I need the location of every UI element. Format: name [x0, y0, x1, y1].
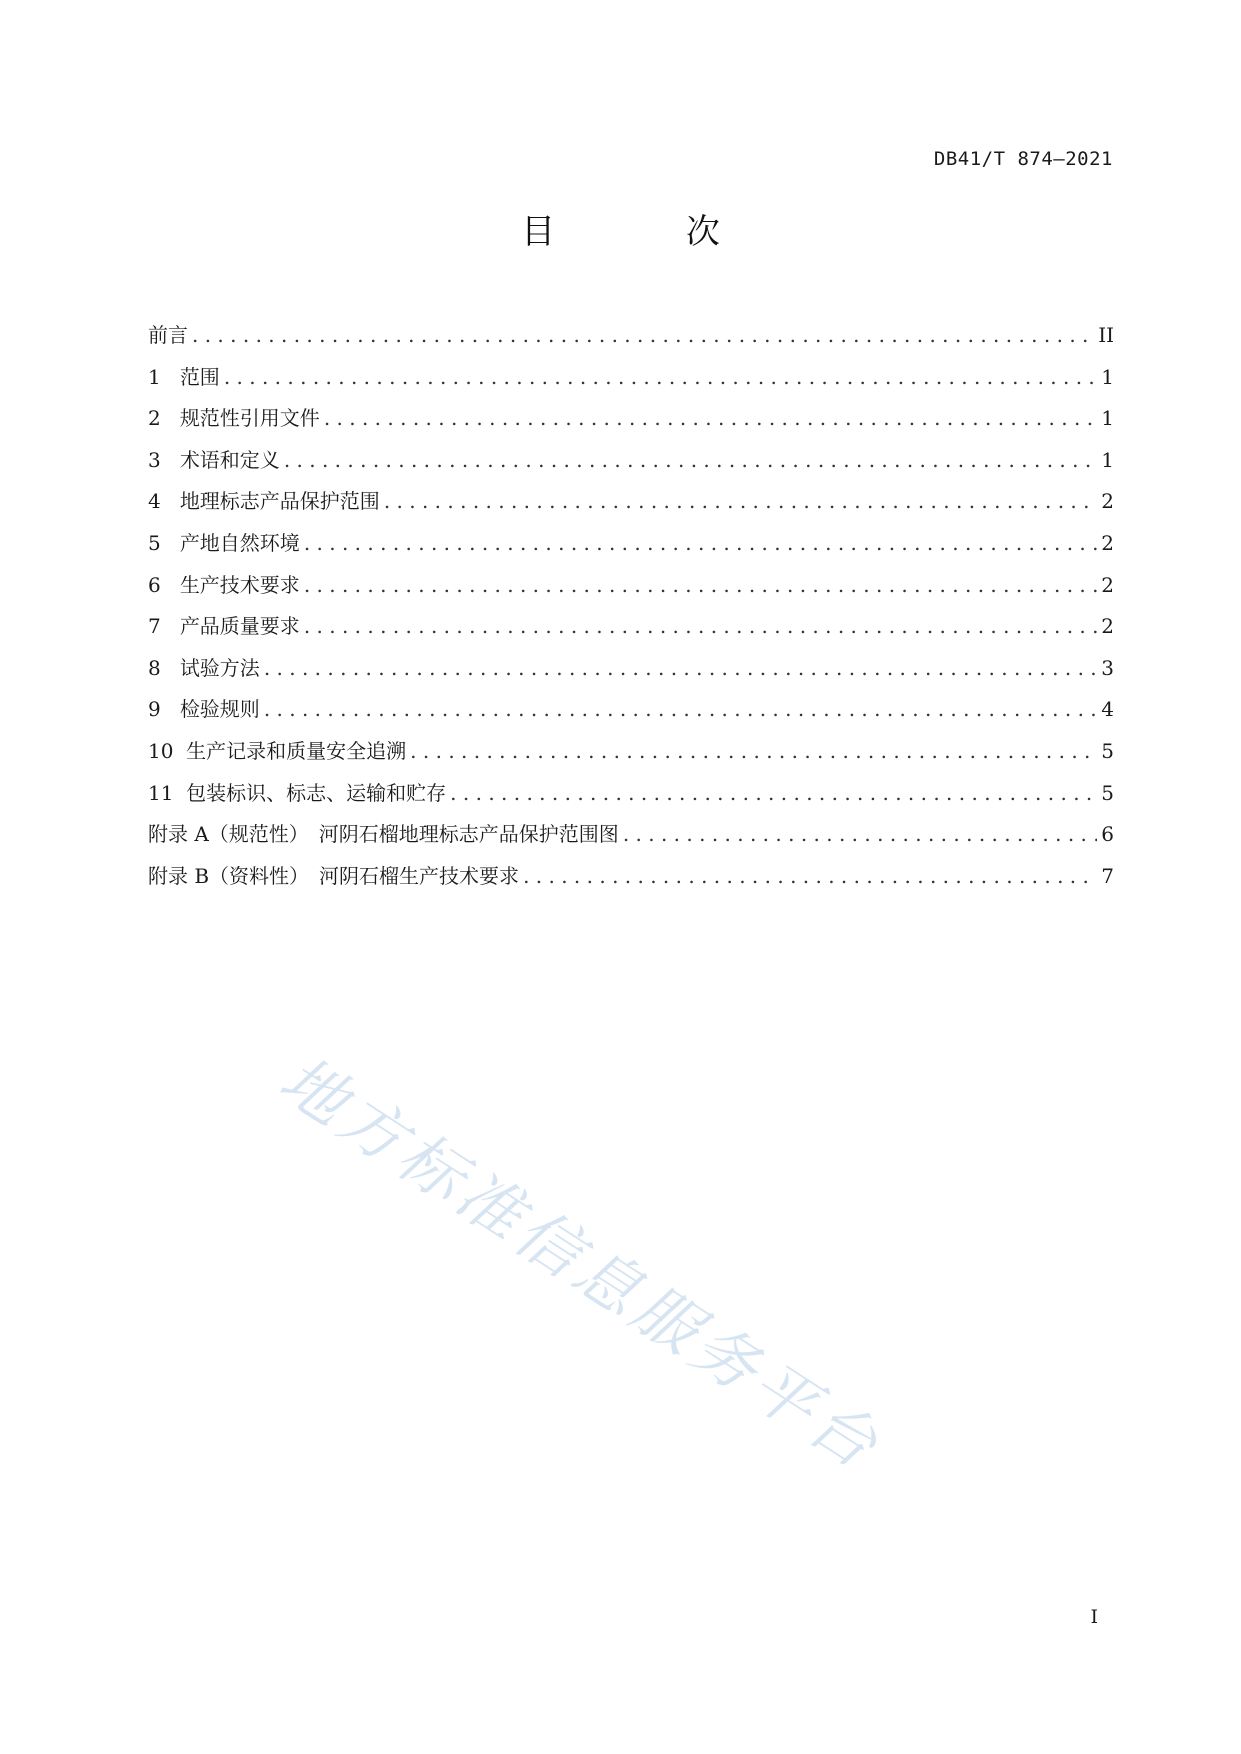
toc-entry-label: 产地自然环境: [179, 530, 300, 555]
toc-entry-page: II: [1098, 323, 1114, 347]
toc-entry-appendix-a[interactable]: [148, 814, 1114, 856]
toc-entry-label: 检验规则: [179, 697, 260, 722]
toc-entry-records-traceability[interactable]: [148, 731, 1114, 773]
toc-entry-label: 产品质量要求: [179, 614, 300, 639]
toc-leader-dots: [264, 689, 1097, 731]
toc-entry-page: 5: [1101, 780, 1114, 805]
toc-entry-test-methods[interactable]: [148, 648, 1114, 690]
toc-entry-page: 2: [1101, 572, 1114, 597]
toc-entry-number: 4: [148, 489, 161, 514]
toc-entry-normative-references[interactable]: [148, 398, 1114, 440]
toc-title: 目 次: [521, 212, 780, 252]
toc-leader-dots: [410, 731, 1097, 773]
toc-leader-dots: [384, 481, 1097, 523]
toc-leader-dots: [450, 773, 1097, 815]
toc-entry-number: 7: [148, 614, 161, 639]
toc-leader-dots: [264, 648, 1097, 690]
toc-entry-inspection-rules[interactable]: [148, 689, 1114, 731]
toc-entry-page: 4: [1101, 697, 1114, 722]
toc-leader-dots: [324, 398, 1097, 440]
toc-entry-natural-environment[interactable]: [148, 523, 1114, 565]
toc-entry-label: 附录 B（资料性） 河阴石榴生产技术要求: [148, 863, 520, 888]
toc-entry-page: 2: [1101, 530, 1114, 555]
toc-entry-label: 地理标志产品保护范围: [179, 489, 380, 514]
toc-entry-label: 附录 A（规范性） 河阴石榴地理标志产品保护范围图: [148, 822, 619, 847]
toc-leader-dots: [304, 606, 1097, 648]
toc-entry-page: 2: [1101, 489, 1114, 514]
toc-entry-label: 生产记录和质量安全追溯: [186, 738, 407, 763]
toc-entry-page: 1: [1101, 406, 1114, 431]
toc-entry-production-requirements[interactable]: [148, 565, 1114, 607]
toc-entry-number: 5: [148, 530, 161, 555]
toc-entry-foreword[interactable]: [148, 315, 1114, 357]
toc-entry-page: 6: [1101, 822, 1114, 847]
toc-entry-scope[interactable]: [148, 357, 1114, 399]
toc-entry-page: 1: [1101, 364, 1114, 389]
toc-entry-page: 1: [1101, 447, 1114, 472]
toc-entry-appendix-b[interactable]: [148, 856, 1114, 898]
toc-entry-label: 术语和定义: [179, 447, 280, 472]
toc-entry-label: 前言: [148, 323, 188, 347]
toc-entry-page: 3: [1101, 655, 1114, 680]
toc-entry-number: 6: [148, 572, 161, 597]
toc-leader-dots: [623, 814, 1097, 856]
toc-entry-number: 1: [148, 364, 161, 389]
toc-entry-number: 10: [148, 738, 174, 763]
toc-entry-label: 试验方法: [179, 655, 260, 680]
toc-entry-page: 5: [1101, 738, 1114, 763]
toc-leader-dots: [284, 440, 1097, 482]
toc-leader-dots: [192, 315, 1094, 357]
toc-entry-quality-requirements[interactable]: [148, 606, 1114, 648]
toc-leader-dots: [224, 357, 1097, 399]
table-of-contents: [148, 315, 1114, 897]
toc-entry-label: 规范性引用文件: [179, 406, 320, 431]
toc-entry-label: 包装标识、标志、运输和贮存: [186, 780, 447, 805]
document-code: DB41/T 874—2021: [933, 148, 1113, 170]
toc-leader-dots: [304, 523, 1097, 565]
toc-entry-packaging-storage[interactable]: [148, 773, 1114, 815]
page-number: I: [1090, 1606, 1098, 1628]
toc-entry-number: 9: [148, 697, 161, 722]
toc-entry-label: 范围: [179, 364, 220, 389]
watermark: 地方标准信息服务平台: [266, 1042, 894, 1486]
toc-entry-page: 2: [1101, 614, 1114, 639]
toc-leader-dots: [523, 856, 1097, 898]
toc-entry-number: 3: [148, 447, 161, 472]
toc-entry-number: 8: [148, 655, 161, 680]
toc-entry-number: 2: [148, 406, 161, 431]
toc-entry-page: 7: [1101, 863, 1114, 888]
toc-entry-label: 生产技术要求: [179, 572, 300, 597]
toc-entry-protection-scope[interactable]: [148, 481, 1114, 523]
toc-entry-terms[interactable]: [148, 440, 1114, 482]
toc-entry-number: 11: [148, 780, 174, 805]
toc-leader-dots: [304, 565, 1097, 607]
